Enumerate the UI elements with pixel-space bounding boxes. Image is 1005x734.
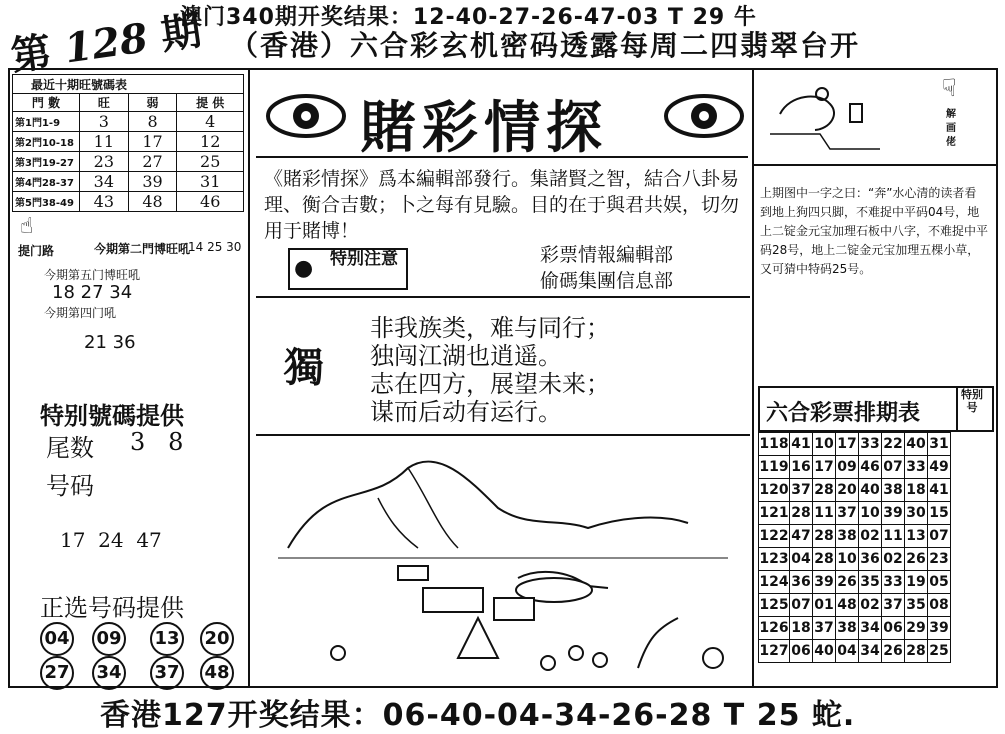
grid-cell: 34 xyxy=(859,640,882,663)
cell: 25 xyxy=(177,152,244,172)
table-row xyxy=(759,456,951,479)
grid-cell: 08 xyxy=(928,594,951,617)
grid-cell: 28 xyxy=(790,502,813,525)
hot-numbers-table xyxy=(12,74,244,212)
grid-cell: 18 xyxy=(790,617,813,640)
table-row xyxy=(759,525,951,548)
cell: 46 xyxy=(177,192,244,212)
grid-cell: 40 xyxy=(859,479,882,502)
last-issue-note: 上期图中一字之曰：“奔”水心清的读者看到地上狗四只脚，不难捉中平码04号，地上二锭金元宝加理石板中八字，不难捉中平码28号，地上二锭金元宝加理五棵小草，又可猜中特码25号。 xyxy=(760,186,989,276)
grid-cell: 02 xyxy=(882,548,905,571)
grid-cell: 26 xyxy=(905,548,928,571)
grid-cell: 05 xyxy=(928,571,951,594)
pick-number: 48 xyxy=(200,656,234,690)
grid-cell: 125 xyxy=(759,594,790,617)
grid-cell: 31 xyxy=(928,433,951,456)
grid-cell: 41 xyxy=(928,479,951,502)
schedule-title-box xyxy=(758,386,994,432)
table-row xyxy=(13,172,244,192)
special-column-label: 特别号 xyxy=(956,388,986,430)
column-header: 門 數 xyxy=(13,94,80,112)
grid-cell: 01 xyxy=(813,594,836,617)
grid-cell: 11 xyxy=(882,525,905,548)
hk-result-line: 香港127开奖结果：06-40-04-34-26-28 T 25 蛇. xyxy=(100,698,856,733)
column-header: 旺 xyxy=(80,94,129,112)
grid-cell: 37 xyxy=(790,479,813,502)
cell: 48 xyxy=(128,192,177,212)
grid-cell: 29 xyxy=(905,617,928,640)
du-character: 獨 xyxy=(284,344,324,391)
cell: 39 xyxy=(128,172,177,192)
cell: 34 xyxy=(80,172,129,192)
grid-cell: 38 xyxy=(882,479,905,502)
grid-cell: 124 xyxy=(759,571,790,594)
grid-cell: 26 xyxy=(836,571,859,594)
grid-cell: 15 xyxy=(928,502,951,525)
grid-cell: 39 xyxy=(813,571,836,594)
poem-line: 志在四方，展望未来； xyxy=(370,370,610,398)
grid-cell: 38 xyxy=(836,525,859,548)
issue-prefix: 第 xyxy=(8,28,55,81)
grid-cell: 19 xyxy=(905,571,928,594)
special-number-title: 特别號碼提供 xyxy=(40,402,184,430)
bomb-icon: ● xyxy=(294,256,314,281)
grid-cell: 13 xyxy=(905,525,928,548)
poem-line: 非我族类，难与同行； xyxy=(370,314,610,342)
table-row xyxy=(759,617,951,640)
door2-numbers: 14 25 30 xyxy=(188,240,242,254)
grid-cell: 35 xyxy=(859,571,882,594)
grid-cell: 25 xyxy=(928,640,951,663)
table-caption: 最近十期旺號碼表 xyxy=(13,75,244,94)
eye-icon xyxy=(266,92,346,140)
grid-cell: 07 xyxy=(882,456,905,479)
grid-cell: 17 xyxy=(813,456,836,479)
schedule-title: 六合彩票排期表 xyxy=(766,401,921,426)
grid-cell: 04 xyxy=(790,548,813,571)
page-subtitle: （香港）六合彩玄机密码透露每周二四翡翠台开 xyxy=(230,29,861,62)
cell: 3 xyxy=(80,112,129,132)
grid-cell: 28 xyxy=(813,548,836,571)
grid-cell: 40 xyxy=(905,433,928,456)
grid-cell: 28 xyxy=(813,525,836,548)
grid-cell: 36 xyxy=(859,548,882,571)
pick-number: 13 xyxy=(150,622,184,656)
door4-numbers: 21 36 xyxy=(84,332,136,353)
poem-line: 独闯江湖也逍遥。 xyxy=(370,342,562,370)
grid-cell: 33 xyxy=(859,433,882,456)
grid-cell: 37 xyxy=(882,594,905,617)
grid-cell: 33 xyxy=(882,571,905,594)
grid-cell: 06 xyxy=(882,617,905,640)
pick-number: 04 xyxy=(40,622,74,656)
table-row xyxy=(13,112,244,132)
right-divider xyxy=(752,68,754,688)
poem xyxy=(370,314,610,426)
grid-cell: 07 xyxy=(928,525,951,548)
grid-cell: 04 xyxy=(836,640,859,663)
page-title: 賭彩情探 xyxy=(360,95,608,161)
grid-cell: 123 xyxy=(759,548,790,571)
grid-cell: 26 xyxy=(882,640,905,663)
macau-result-line: 澳门340期开奖结果：12-40-27-26-47-03 T 29 牛 xyxy=(180,5,757,30)
divider xyxy=(754,164,998,166)
grid-cell: 41 xyxy=(790,433,813,456)
pointing-hand-icon: ☟ xyxy=(942,74,957,102)
table-row xyxy=(13,152,244,172)
schedule-grid xyxy=(758,432,951,663)
table-row xyxy=(759,548,951,571)
grid-cell: 46 xyxy=(859,456,882,479)
issue-suffix: 期 xyxy=(158,7,205,59)
cell: 8 xyxy=(128,112,177,132)
grid-cell: 02 xyxy=(859,525,882,548)
grid-cell: 119 xyxy=(759,456,790,479)
door5-numbers: 18 27 34 xyxy=(52,282,133,303)
pick-number: 37 xyxy=(150,656,184,690)
pick-number: 20 xyxy=(200,622,234,656)
grid-cell: 127 xyxy=(759,640,790,663)
grid-cell: 35 xyxy=(905,594,928,617)
grid-cell: 10 xyxy=(859,502,882,525)
tail-label: 尾数 xyxy=(46,434,94,462)
table-row xyxy=(759,571,951,594)
grid-cell: 37 xyxy=(813,617,836,640)
door4-label: 今期第四门吼 xyxy=(44,306,117,320)
grid-cell: 39 xyxy=(928,617,951,640)
monkey-illustration xyxy=(760,74,910,154)
grid-cell: 40 xyxy=(813,640,836,663)
grid-cell: 33 xyxy=(905,456,928,479)
table-row xyxy=(13,132,244,152)
org-name-1: 彩票情報編輯部 xyxy=(540,244,674,266)
grid-cell: 18 xyxy=(905,479,928,502)
grid-cell: 118 xyxy=(759,433,790,456)
grid-cell: 37 xyxy=(836,502,859,525)
cell: 23 xyxy=(80,152,129,172)
poem-line: 谋而后动有运行。 xyxy=(370,398,562,426)
pick-title: 正选号码提供 xyxy=(40,594,184,622)
intro-text: 《賭彩情探》爲本編輯部發行。集諸賢之智，結合八卦易理、衡合吉數；卜之每有見驗。目的在于與君共娱，切勿用于賭博！ xyxy=(264,168,740,242)
grid-cell: 17 xyxy=(836,433,859,456)
table-row xyxy=(759,479,951,502)
grid-cell: 16 xyxy=(790,456,813,479)
grid-cell: 30 xyxy=(905,502,928,525)
eye-icon xyxy=(664,92,744,140)
row-label: 第2門10-18 xyxy=(13,132,80,152)
grid-cell: 47 xyxy=(790,525,813,548)
cell: 11 xyxy=(80,132,129,152)
grid-cell: 23 xyxy=(928,548,951,571)
special-notice-text: 特别注意 xyxy=(330,249,398,269)
row-label: 第5門38-49 xyxy=(13,192,80,212)
tail-numbers: 3 8 xyxy=(130,428,184,456)
table-row xyxy=(759,502,951,525)
cell: 31 xyxy=(177,172,244,192)
table-row xyxy=(759,594,951,617)
cell: 4 xyxy=(177,112,244,132)
grid-cell: 11 xyxy=(813,502,836,525)
grid-cell: 02 xyxy=(859,594,882,617)
grid-cell: 126 xyxy=(759,617,790,640)
grid-cell: 39 xyxy=(882,502,905,525)
org-name-2: 偷碼集團信息部 xyxy=(540,270,674,292)
cell: 27 xyxy=(128,152,177,172)
grid-cell: 06 xyxy=(790,640,813,663)
row-label: 第3門19-27 xyxy=(13,152,80,172)
code-label: 号码 xyxy=(46,472,94,500)
grid-cell: 48 xyxy=(836,594,859,617)
cell: 43 xyxy=(80,192,129,212)
table-row xyxy=(759,433,951,456)
grid-cell: 07 xyxy=(790,594,813,617)
thumbs-up-icon: ☝ xyxy=(20,214,34,239)
grid-cell: 49 xyxy=(928,456,951,479)
grid-cell: 28 xyxy=(905,640,928,663)
cell: 17 xyxy=(128,132,177,152)
grid-cell: 120 xyxy=(759,479,790,502)
door5-label: 今期第五门博旺吼 xyxy=(44,268,141,282)
grid-cell: 34 xyxy=(859,617,882,640)
pick-number: 34 xyxy=(92,656,126,690)
grid-cell: 122 xyxy=(759,525,790,548)
grid-cell: 10 xyxy=(836,548,859,571)
landscape-illustration xyxy=(258,438,748,686)
issue-number-value: 128 xyxy=(61,14,151,73)
table-row xyxy=(13,192,244,212)
pick-number: 27 xyxy=(40,656,74,690)
grid-cell: 22 xyxy=(882,433,905,456)
pick-number: 09 xyxy=(92,622,126,656)
special-notice-box xyxy=(288,248,408,290)
code-numbers: 17 24 47 xyxy=(60,528,162,552)
row-label: 第1門1-9 xyxy=(13,112,80,132)
grid-cell: 36 xyxy=(790,571,813,594)
divider xyxy=(256,434,750,436)
grid-cell: 38 xyxy=(836,617,859,640)
grid-cell: 121 xyxy=(759,502,790,525)
hint-label: 提门路 xyxy=(18,244,55,258)
door2-label: 今期第二門博旺吼 xyxy=(94,242,191,256)
grid-cell: 09 xyxy=(836,456,859,479)
side-label: 解 画 佬 xyxy=(946,109,956,148)
row-label: 第4門28-37 xyxy=(13,172,80,192)
column-header: 提 供 xyxy=(177,94,244,112)
cell: 12 xyxy=(177,132,244,152)
grid-cell: 28 xyxy=(813,479,836,502)
grid-cell: 10 xyxy=(813,433,836,456)
grid-cell: 20 xyxy=(836,479,859,502)
left-divider xyxy=(248,68,250,688)
table-row xyxy=(759,640,951,663)
divider xyxy=(256,296,750,298)
column-header: 弱 xyxy=(128,94,177,112)
